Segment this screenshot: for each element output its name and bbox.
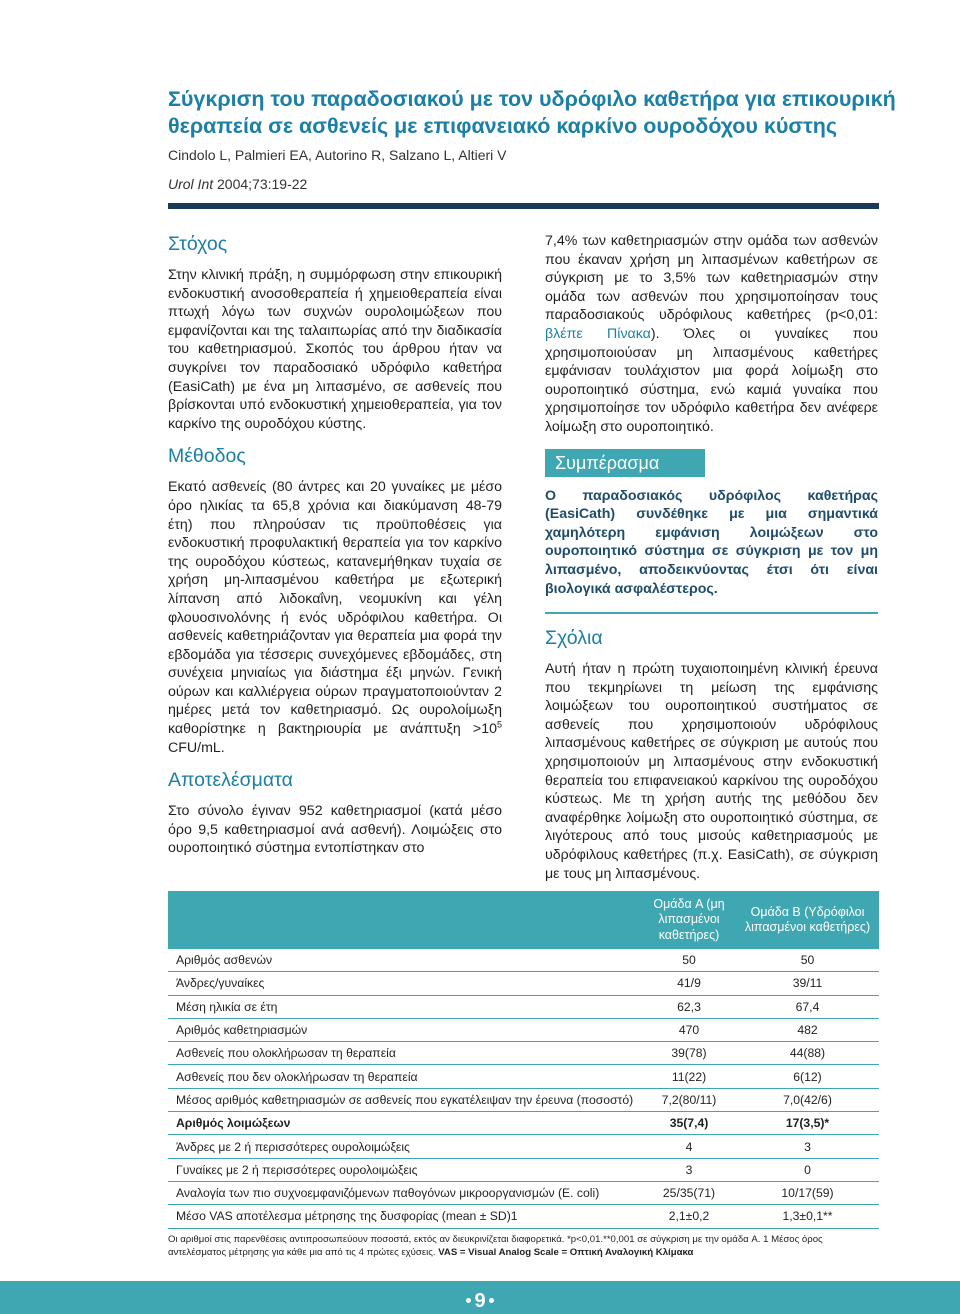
table-cell-group-a: 41/9 [642,972,736,995]
comments-heading: Σχόλια [545,627,603,650]
conclusion-heading: Συμπέρασμα [545,449,705,477]
table-row [168,949,879,972]
footnote-text: Οι αριθμοί στις παρενθέσεις αντιπροσωπεύουν ποσοστά, εκτός αν διευκρινίζεται διαφορετικά. *p<0,01.**0,001 σε σύγκριση με την ομάδα A. 1 Μέσος όρος αντελέσματος μέτρησης για κάθε μια από τις 4 πρώτες εχύσεις. [168,1234,823,1258]
table-cell-group-b: 39/11 [736,972,879,995]
header-rule [168,203,879,209]
table-row [168,1158,879,1181]
aim-heading: Στόχος [168,233,228,255]
aim-text: Στην κλινική πράξη, η συμμόρφωση στην επικουρική ενδοκυστική ανοσοθεραπεία ή χημειοθεραπεία είναι πτωχή λόγω των συχνών ουρολοιμώξεων που εμφανίζονται και της ταλαιπωρίας από την διαδικασία του καθετηριασμού. Σκοπός του άρθρου ήταν να συγκρίνει τον παραδοσιακό υδρόφιλο καθετήρα (EasiCath) με ένα μη λιπασμένο, σε ασθενείς που βρίσκονται υπό ενδοκυστική χημειοθεραπεία, για τον καρκίνο της ουροδόχου κύστης. [168,267,502,432]
conclusion-rule [545,612,878,614]
journal-reference: 2004;73:19-22 [213,176,308,192]
article-title: Σύγκριση του παραδοσιακού με τον υδρόφιλο καθετήρα για επικουρική θεραπεία σε ασθενείς με επιφανειακό καρκίνο ουροδόχου κύστης [168,87,896,138]
table-cell-group-b: 482 [736,1018,879,1041]
table-cell-label: Μέση ηλικία σε έτη [168,995,642,1018]
table-row [168,1205,879,1228]
table-cell-label: Αριθμός καθετηριασμών [168,1018,642,1041]
table-cell-group-b: 7,0(42/6) [736,1088,879,1111]
table-cell-group-b: 44(88) [736,1042,879,1065]
page-dot-right-icon [489,1298,494,1303]
footnote-vas: VAS = Visual Analog Scale = Οπτική Αναλογική Κλίμακα [438,1247,694,1258]
results-heading: Αποτελέσματα [168,769,293,792]
left-column [168,232,502,858]
table-cell-group-a: 470 [642,1018,736,1041]
comments-text: Αυτή ήταν η πρώτη τυχαιοποιημένη κλινική έρευνα που τεκμηρίωνει τη μείωση της εμφάνισης λοιμώξεων του ουροποιητικού συστήματος σε ασθενείς που χρησιμοποιούν υδρόφιλους λιπασμένους καθετήρες σε σύγκριση με αυτούς που χρησιμοποιούν μη λιπασμένους στην ενδοκυστική θεραπεία του επιφανειακού καρκίνου της ουροδόχου κύστεως. Με τη χρήση αυτής της μεθόδου δεν αναφέρθηκε λοίμωξη στο ουροποιητικό σύστημα, σε λιγότερους από τους μισούς καθετηριασμούς με υδρόφιλους καθετήρες (π.χ. EasiCath), σε σύγκριση με τους μη λιπασμένους. [545,661,878,882]
table-header-blank [168,891,642,949]
table-cell-label: Μέσο VAS αποτέλεσμα μέτρησης της δυσφορίας (mean ± SD)1 [168,1205,642,1228]
table-cell-group-b: 0 [736,1158,879,1181]
table-cell-label: Γυναίκες με 2 ή περισσότερες ουρολοιμώξεις [168,1158,642,1181]
results-table [168,891,879,1229]
table-cell-group-a: 62,3 [642,995,736,1018]
table-cell-group-a: 50 [642,949,736,972]
table-cell-group-a: 4 [642,1135,736,1158]
table-cell-group-a: 2,1±0,2 [642,1205,736,1228]
method-exponent: 5 [496,719,502,730]
table-header-row [168,891,879,949]
table-cell-group-b: 50 [736,949,879,972]
table-cell-group-a: 7,2(80/11) [642,1088,736,1111]
table-cell-label: Άνδρες/γυναίκες [168,972,642,995]
results-text-right [545,232,878,437]
method-text [168,478,502,757]
table-row [168,1181,879,1204]
page-number: 9 [474,1290,486,1312]
table-cell-label: Αριθμός λοιμώξεων [168,1112,642,1135]
table-cell-label: Αριθμός ασθενών [168,949,642,972]
method-body: Εκατό ασθενείς (80 άντρες και 20 γυναίκες με μέσο όρο ηλικίας τα 65,8 χρόνια και διακύμανση 48-79 έτη) που πληρούσαν τις προϋποθέσεις για ενδοκυστική προφυλακτική θεραπεία για τον καρκίνο της ουροδόχου κύστεως, κατανεμήθηκαν τυχαία σε χρήση μη-λιπασμένου καθετήρα με εξωτερική λίπανση από λιδοκαΐνη, νεομυκίνη και γέλη φλουοσινολόνης ή ενός υδρόφιλου καθετήρα. Οι ασθενείς καθετηριάζονταν για θεραπεία μια φορά την εβδομάδα για τέσσερις συνεχόμενες εβδομάδες, στη συνέχεια μηνιαίως για διάστημα έξι μηνών. Γενική ούρων και καλλιέργεια ούρων πραγματοποιούνταν 2 ημέρες μετά τον καθετηριασμό. Ως ουρολοίμωξη καθορίστηκε η βακτηριουρία με ανάπτυξη >10 [168,479,502,738]
see-table-link[interactable]: βλέπε Πίνακα [545,325,651,342]
table-cell-group-b: 1,3±0,1** [736,1205,879,1228]
table-cell-group-a: 25/35(71) [642,1181,736,1204]
method-heading: Μέθοδος [168,445,246,468]
table-row [168,1088,879,1111]
table-cell-label: Αναλογία των πιο συχνοεμφανιζόμενων παθογόνων μικροοργανισμών (E. coli) [168,1181,642,1204]
conclusion-text: Ο παραδοσιακός υδρόφιλος καθετήρας (EasiCath) συνδέθηκε με μια σημαντικά χαμηλότερη εμφάνιση λοιμώξεων στο ουροποιητικό σύστημα σε σύγκριση με τον μη λιπασμένο, αποδεικνύοντας έτσι ότι είναι βιολογικά ασφαλέστερος. [545,487,878,597]
table-row [168,1112,879,1135]
table-header-group-b: Ομάδα B (Υδρόφιλοι λιπασμένοι καθετήρες) [736,891,879,949]
right-column [545,232,878,883]
table-row [168,995,879,1018]
table-cell-group-a: 35(7,4) [642,1112,736,1135]
table-row [168,1065,879,1088]
table-cell-label: Άνδρες με 2 ή περισσότερες ουρολοιμώξεις [168,1135,642,1158]
table-row [168,1135,879,1158]
table-row [168,1042,879,1065]
table-cell-label: Ασθενείς που δεν ολοκλήρωσαν τη θεραπεία [168,1065,642,1088]
table-row [168,1018,879,1041]
table-footnote [168,1233,881,1259]
table-cell-group-a: 3 [642,1158,736,1181]
results-text-right-2: ). Όλες οι γυναίκες που χρησιμοποιούσαν μη λιπασμένους καθετήρες εμφάνισαν τουλάχιστον μια φορά λοίμωξη στο ουροποιητικό σύστημα, ενώ καμιά γυναίκα που χρησιμοποίησε τον υδρόφιλο καθετήρα δεν ανέφερε λοίμωξη στο ουροποιητικό. [545,325,878,435]
table-row [168,972,879,995]
method-unit: CFU/mL. [168,739,225,756]
table-cell-group-a: 39(78) [642,1042,736,1065]
table-cell-group-b: 67,4 [736,995,879,1018]
results-text-left: Στο σύνολο έγιναν 952 καθετηριασμοί (κατά μέσο όρο 9,5 καθετηριασμοί ανά ασθενή). Λοιμώξεις στο ουροποιητικό σύστημα εντοπίστηκαν στο [168,803,502,857]
journal-name: Urol Int [168,176,214,192]
table-cell-group-a: 11(22) [642,1065,736,1088]
table-cell-label: Μέσος αριθμός καθετηριασμών σε ασθενείς που εγκατέλειψαν την έρευνα (ποσοστό) [168,1088,642,1111]
table-cell-group-b: 10/17(59) [736,1181,879,1204]
table-cell-group-b: 17(3,5)* [736,1112,879,1135]
table-cell-label: Ασθενείς που ολοκλήρωσαν τη θεραπεία [168,1042,642,1065]
table-cell-group-b: 3 [736,1135,879,1158]
journal-citation [168,176,307,192]
table-cell-group-b: 6(12) [736,1065,879,1088]
authors: Cindolo L, Palmieri EA, Autorino R, Salzano L, Altieri V [168,147,507,163]
table-header-group-a: Ομάδα A (μη λιπασμένοι καθετήρες) [642,891,736,949]
results-text-right-1: 7,4% των καθετηριασμών στην ομάδα των ασθενών που έκαναν χρήση μη λιπασμένων καθετήρων σε σύγκριση με το 3,5% των καθετηριασμών στην ομάδα των ασθενών που χρησιμοποίησαν τους παραδοσιακούς υδρόφιλους καθετήρες (p<0,01: [545,233,878,324]
